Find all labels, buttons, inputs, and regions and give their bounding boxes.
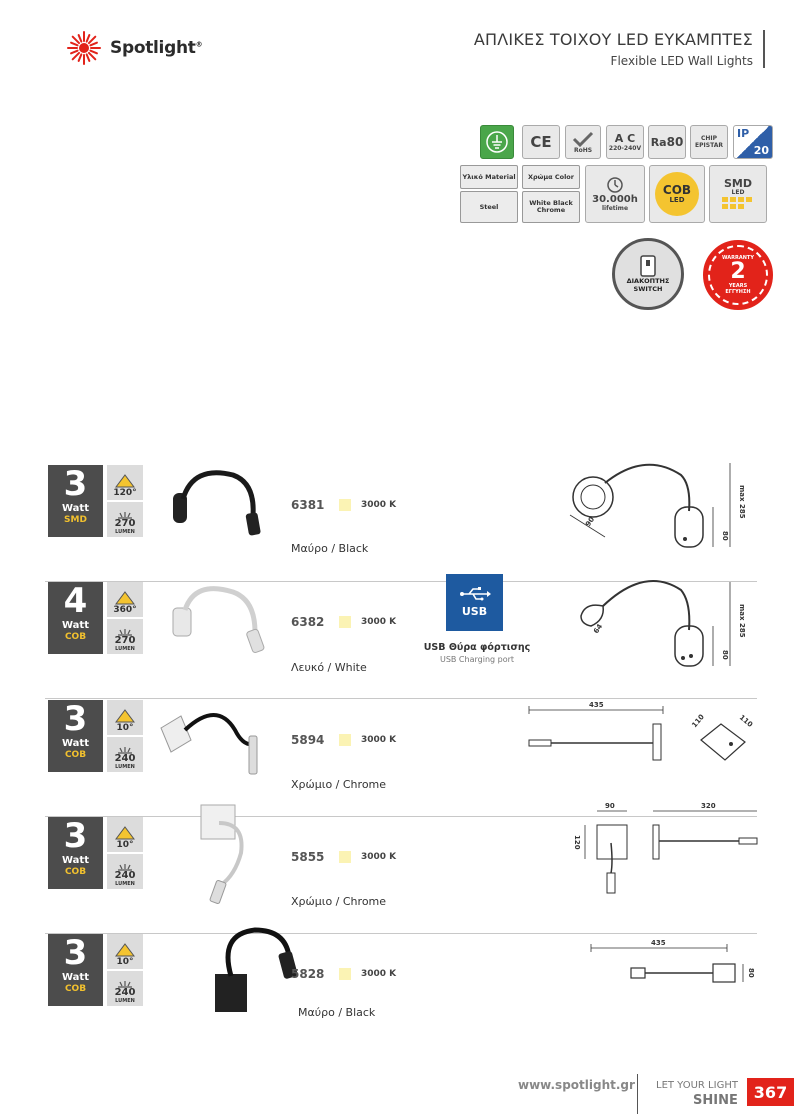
title-greek: ΑΠΛΙΚΕΣ ΤΟΙΧΟΥ LED ΕΥΚΑΜΠΤΕΣ (473, 30, 753, 49)
color-temp-swatch (339, 851, 351, 863)
usb-badge: USB (446, 574, 503, 631)
dimension-drawing (555, 803, 765, 908)
dim-label: 80 (721, 650, 729, 660)
product-row (45, 803, 757, 934)
dim-label: 80 (721, 531, 729, 541)
product-code: 5894 (291, 733, 325, 747)
beam-angle-icon (115, 591, 135, 605)
dim-label: max 285 (738, 485, 746, 519)
voltage-icon: A C 220-240V (606, 125, 644, 159)
footer-url[interactable]: www.spotlight.gr (518, 1078, 635, 1092)
dim-label: 110 (737, 713, 755, 729)
color-temp-swatch (339, 734, 351, 746)
beam-angle: 10° (107, 934, 143, 969)
dim-label: 90 (584, 515, 597, 529)
product-image-5894 (157, 700, 277, 780)
dim-label: 110 (690, 712, 706, 730)
lumen: 270 LUMEN (107, 502, 143, 537)
product-row (45, 465, 757, 582)
watt-badge: 3 Watt COB (48, 817, 103, 889)
title-english: Flexible LED Wall Lights (610, 54, 753, 68)
dimension-drawing (545, 572, 755, 682)
chip-icon: CHIP EPISTAR (690, 125, 728, 159)
product-image-6382 (163, 582, 273, 657)
dim-label: max 285 (738, 604, 746, 638)
smd-led-icon: SMD LED (709, 165, 767, 223)
product-code: 5828 (291, 967, 325, 981)
beam-angle: 360° (107, 582, 143, 617)
ground-icon (480, 125, 514, 159)
usb-icon (459, 587, 491, 601)
lumen: 240 LUMEN (107, 737, 143, 772)
brand-logo (66, 30, 202, 66)
dim-label: 80 (747, 968, 755, 978)
page-number: 367 (747, 1078, 794, 1106)
usb-label-gr: USB Θύρα φόρτισης (423, 642, 531, 653)
dimension-drawing (575, 934, 765, 1004)
switch-badge: ΔΙΑΚΟΠΤΗΣ SWITCH (612, 238, 684, 310)
product-row (45, 934, 757, 1051)
product-image-6381 (163, 465, 273, 540)
product-color: Λευκό / White (291, 661, 367, 674)
dim-label: 320 (701, 803, 716, 810)
color-label: Χρώμα Color (522, 165, 580, 189)
beam-angle-icon (115, 709, 135, 723)
footer-tagline-emphasis: SHINE (693, 1093, 738, 1108)
product-code: 6382 (291, 615, 325, 629)
watt-badge: 4 Watt COB (48, 582, 103, 654)
clock-icon (605, 176, 625, 194)
dim-label: 90 (605, 803, 615, 810)
beam-angle: 120° (107, 465, 143, 500)
color-temp-swatch (339, 616, 351, 628)
watt-badge: 3 Watt SMD (48, 465, 103, 537)
beam-angle: 10° (107, 700, 143, 735)
material-value: Steel (460, 191, 518, 223)
product-image-5855 (185, 803, 275, 908)
dimension-drawing (523, 700, 757, 785)
color-temp: 3000 K (361, 735, 397, 745)
warranty-badge: WARRANTY 2 YEARS ΕΓΓΥΗΣΗ (703, 240, 773, 310)
lumen: 240 LUMEN (107, 854, 143, 889)
dim-label: 435 (651, 939, 666, 947)
footer-divider (637, 1074, 638, 1114)
product-color: Μαύρο / Black (291, 542, 369, 555)
beam-angle-icon (115, 474, 135, 488)
dim-label: 435 (589, 701, 604, 709)
ce-mark-icon: CE (522, 125, 560, 159)
lumen: 240 LUMEN (107, 971, 143, 1006)
footer-tagline: LET YOUR LIGHT (656, 1080, 738, 1091)
beam-angle-icon (115, 943, 135, 957)
product-color: Μαύρο / Black (298, 1006, 376, 1019)
rohs-icon: RoHS (565, 125, 601, 159)
ra-icon: Ra 80 (648, 125, 686, 159)
switch-icon (640, 255, 656, 277)
page-title (474, 30, 765, 68)
brand-name: Spotlight® (110, 38, 203, 58)
watt-badge: 3 Watt COB (48, 700, 103, 772)
beam-angle: 10° (107, 817, 143, 852)
product-color: Χρώμιο / Chrome (291, 895, 387, 908)
dim-label: 64 (592, 622, 605, 636)
lumen: 270 LUMEN (107, 619, 143, 654)
color-temp-swatch (339, 968, 351, 980)
color-temp-swatch (339, 499, 351, 511)
dim-label: 120 (573, 835, 581, 850)
spotlight-burst-icon (66, 30, 102, 66)
product-color: Χρώμιο / Chrome (291, 778, 387, 791)
product-code: 6381 (291, 498, 325, 512)
color-temp: 3000 K (361, 969, 397, 979)
product-row (45, 582, 757, 699)
color-value: White Black Chrome (522, 191, 580, 223)
watt-badge: 3 Watt COB (48, 934, 103, 1006)
product-row (45, 700, 757, 817)
ip-rating-icon: IP 20 (733, 125, 773, 159)
material-label: Υλικό Material (460, 165, 518, 189)
dimension-drawing (545, 455, 755, 565)
beam-angle-icon (115, 826, 135, 840)
color-temp: 3000 K (361, 500, 397, 510)
color-temp: 3000 K (361, 852, 397, 862)
lifetime-icon: 30.000h lifetime (585, 165, 645, 223)
product-code: 5855 (291, 850, 325, 864)
cob-led-icon: COB LED (649, 165, 705, 223)
color-temp: 3000 K (361, 617, 397, 627)
usb-label-en: USB Charging port (439, 655, 515, 664)
